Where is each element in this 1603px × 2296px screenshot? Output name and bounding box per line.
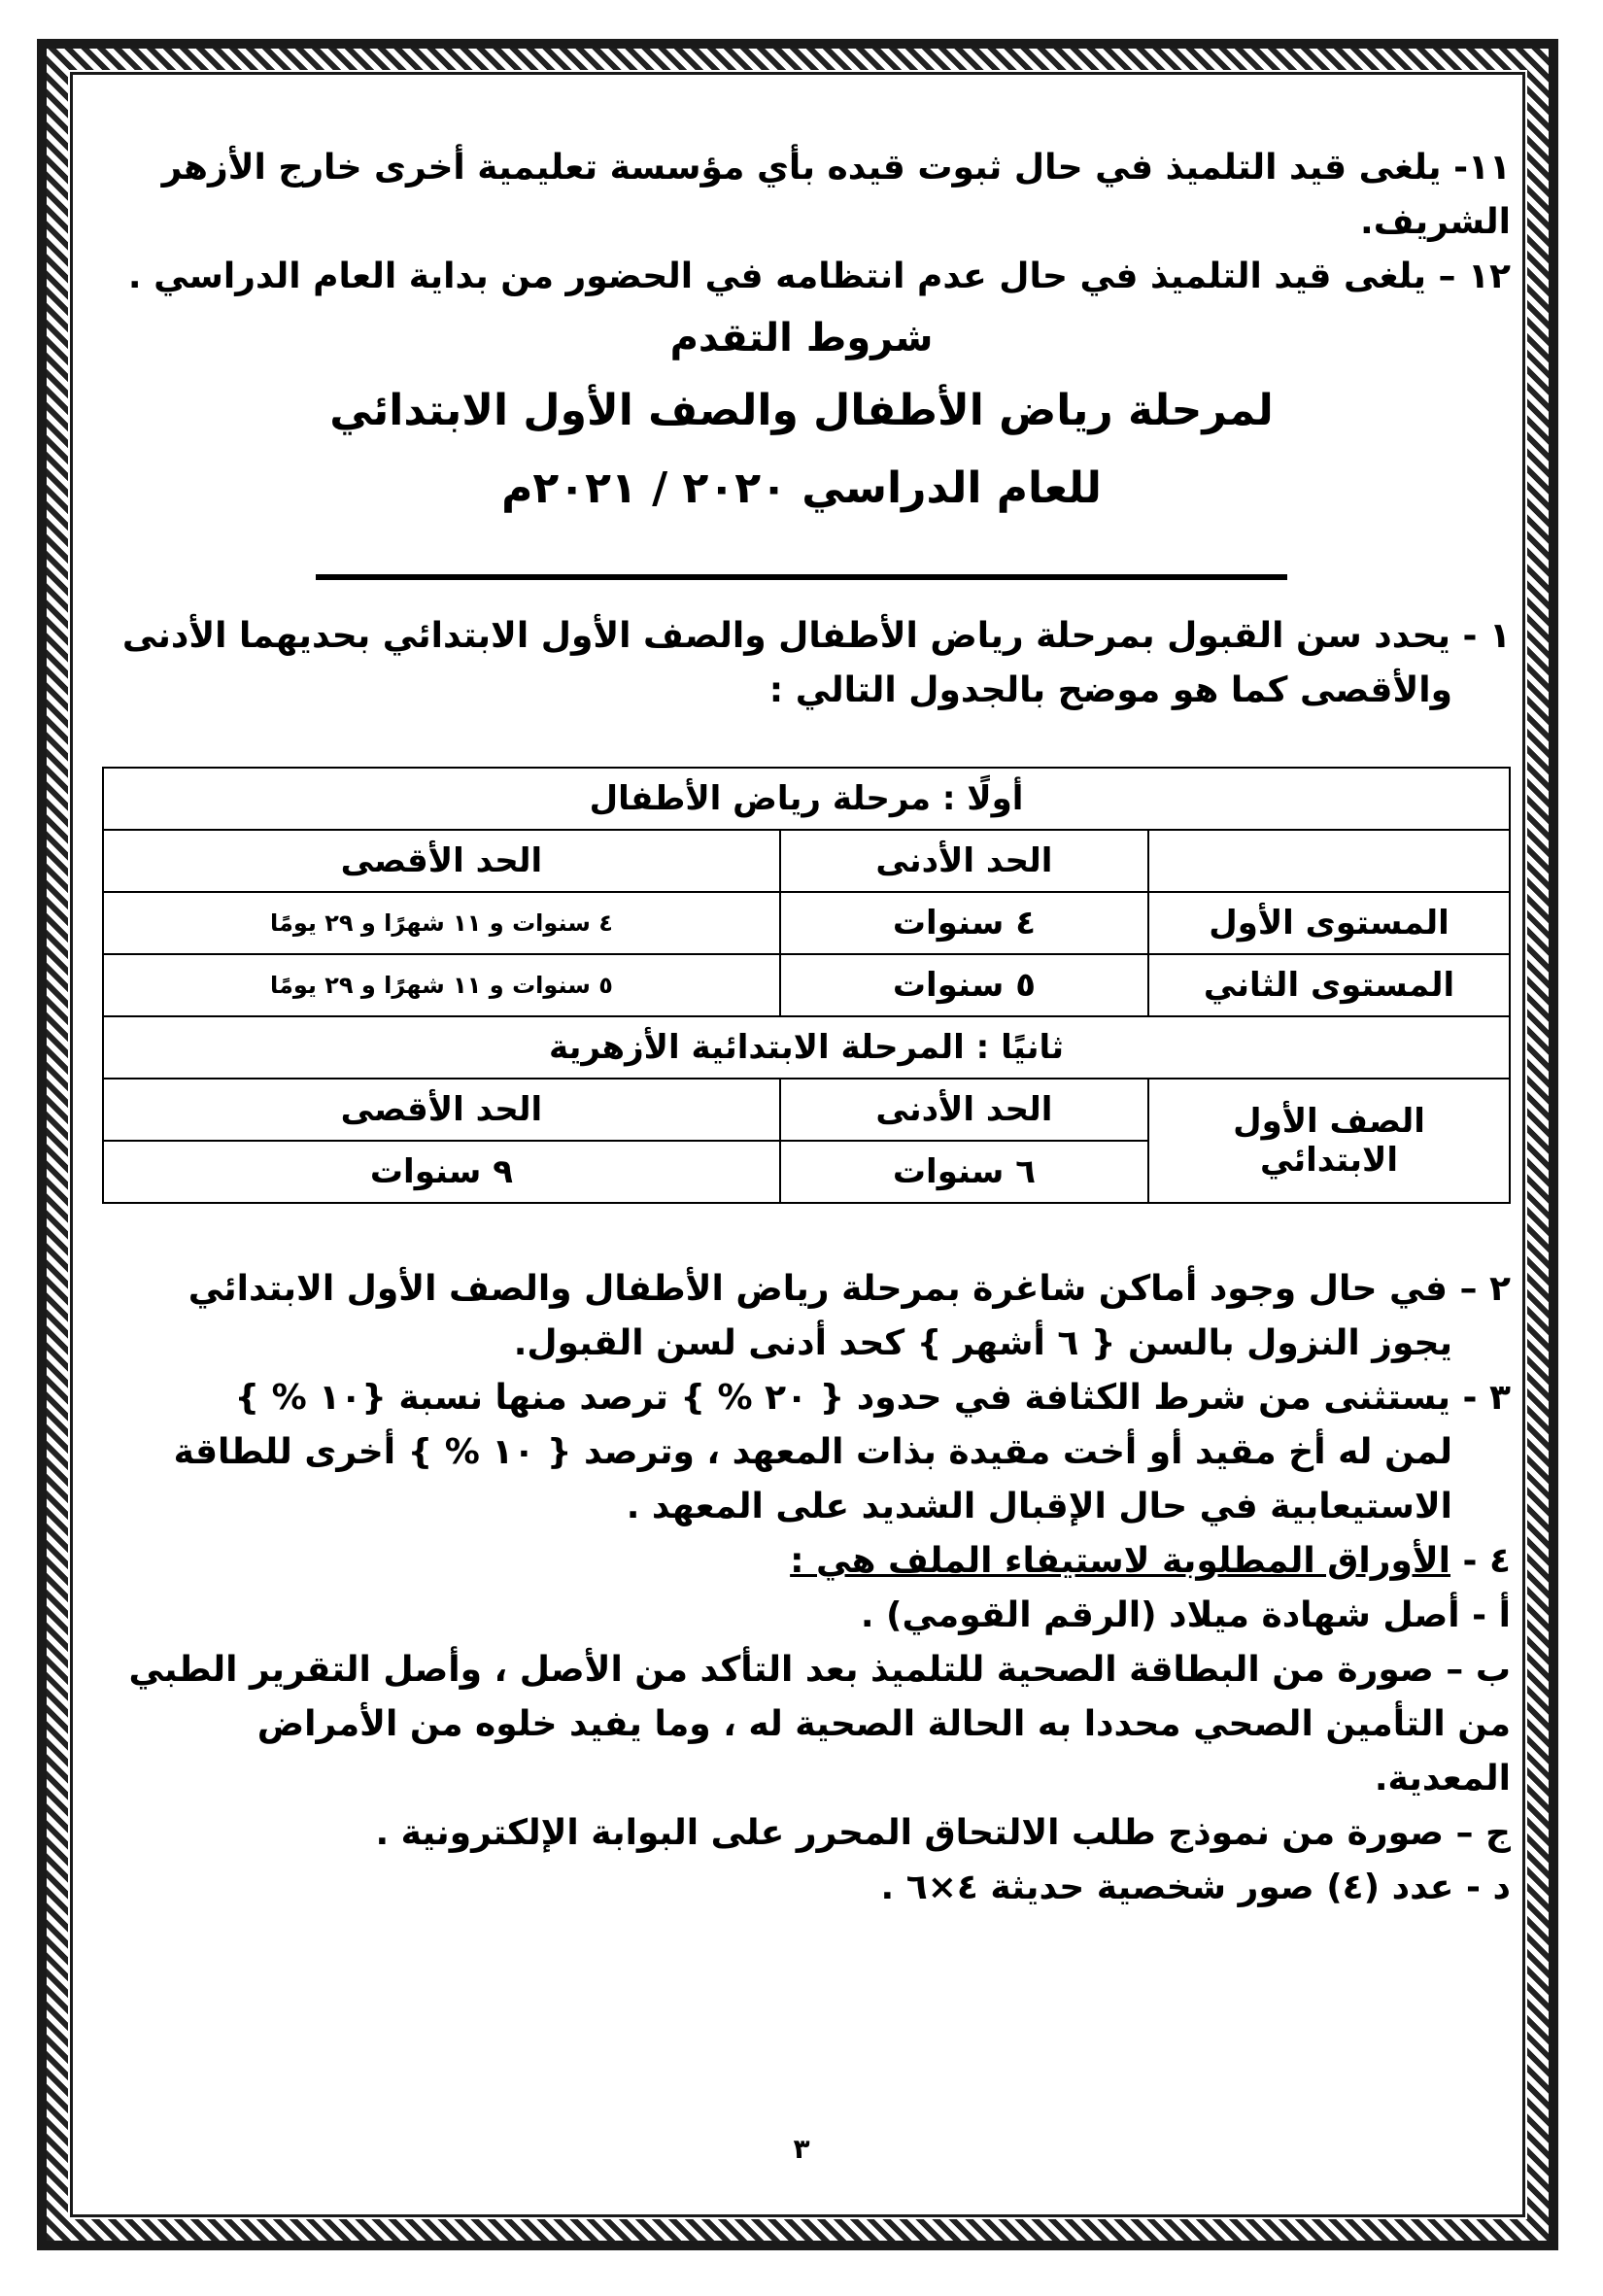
table-primary-label-line2: الابتدائي: [1259, 1141, 1399, 1180]
item-3-line3: الاستيعابية في حال الإقبال الشديد على المعهد .: [626, 1487, 1452, 1526]
item-4b-line3: المعدية.: [1374, 1759, 1511, 1799]
table-primary-min: ٦ سنوات: [780, 1141, 1148, 1203]
item-4-title: [92, 1534, 1511, 1589]
table-col-min-2: الحد الأدنى: [780, 1079, 1148, 1141]
item-4-title-text: الأوراق المطلوبة لاستيفاء الملف هي :: [790, 1541, 1450, 1581]
table-section2-title: ثانيًا : المرحلة الابتدائية الأزهرية: [103, 1016, 1510, 1079]
item-4b-line1: ب – صورة من البطاقة الصحية للتلميذ بعد التأكد من الأصل ، وأصل التقرير الطبي: [128, 1650, 1511, 1690]
table-row-label: المستوى الثاني: [1148, 954, 1510, 1016]
table-primary-max: ٩ سنوات: [103, 1141, 780, 1203]
table-row-min: ٤ سنوات: [780, 892, 1148, 954]
item-4-prefix: ٤ -: [1450, 1541, 1511, 1581]
rule-11-line2: الشريف.: [1360, 202, 1511, 242]
item-4a: أ - أصل شهادة ميلاد (الرقم القومي) .: [860, 1595, 1511, 1635]
item-4c: ج – صورة من نموذج طلب الالتحاق المحرر على البوابة الإلكترونية .: [375, 1813, 1511, 1853]
table-row: [103, 892, 1510, 954]
item-4b-line2: من التأمين الصحي محددا به الحالة الصحية له ، وما يفيد خلوه من الأمراض: [256, 1704, 1511, 1744]
document-page: [92, 141, 1511, 1915]
table-primary-label: [1148, 1079, 1510, 1203]
heading-divider: [316, 574, 1287, 580]
item-2-line2: يجوز النزول بالسن { ٦ أشهر } كحد أدنى لسن القبول.: [513, 1323, 1452, 1363]
table-row: [103, 954, 1510, 1016]
item-3-line1: ٣ - يستثنى من شرط الكثافة في حدود { ٢٠ % } ترصد منها نسبة {١٠ % }: [234, 1378, 1511, 1418]
rule-12: ١٢ – يلغى قيد التلميذ في حال عدم انتظامه في الحضور من بداية العام الدراسي .: [127, 257, 1511, 296]
table-row-label: المستوى الأول: [1148, 892, 1510, 954]
item-2-line1: ٢ – في حال وجود أماكن شاغرة بمرحلة رياض الأطفال والصف الأول الابتدائي: [188, 1269, 1511, 1309]
page-number: ٣: [793, 2133, 810, 2165]
heading-year: للعام الدراسي ٢٠٢٠ / ٢٠٢١م: [501, 463, 1102, 513]
item-3-line2: لمن له أخ مقيد أو أخت مقيدة بذات المعهد ، وترصد { ١٠ % } أخرى للطاقة: [173, 1432, 1452, 1472]
table-col-max: الحد الأقصى: [103, 830, 780, 892]
table-row-max: ٤ سنوات و ١١ شهرًا و ٢٩ يومًا: [103, 892, 780, 954]
table-row-min: ٥ سنوات: [780, 954, 1148, 1016]
age-table: [102, 767, 1511, 1204]
heading-stage: لمرحلة رياض الأطفال والصف الأول الابتدائي: [329, 386, 1274, 435]
table-empty-header: [1148, 830, 1510, 892]
intro-line2: والأقصى كما هو موضح بالجدول التالي :: [768, 670, 1452, 710]
rule-11-line1: ١١- يلغى قيد التلميذ في حال ثبوت قيده بأي مؤسسة تعليمية أخرى خارج الأزهر: [161, 148, 1511, 188]
table-row-max: ٥ سنوات و ١١ شهرًا و ٢٩ يومًا: [103, 954, 780, 1016]
item-4d: د - عدد (٤) صور شخصية حديثة ٤×٦ .: [880, 1868, 1511, 1907]
table-col-max-2: الحد الأقصى: [103, 1079, 780, 1141]
intro-line1: ١ - يحدد سن القبول بمرحلة رياض الأطفال والصف الأول الابتدائي بحديهما الأدنى: [121, 616, 1511, 656]
table-col-min: الحد الأدنى: [780, 830, 1148, 892]
table-section1-title: أولًا : مرحلة رياض الأطفال: [103, 768, 1510, 830]
table-primary-label-line1: الصف الأول: [1233, 1102, 1425, 1141]
heading-conditions: شروط التقدم: [669, 316, 934, 360]
